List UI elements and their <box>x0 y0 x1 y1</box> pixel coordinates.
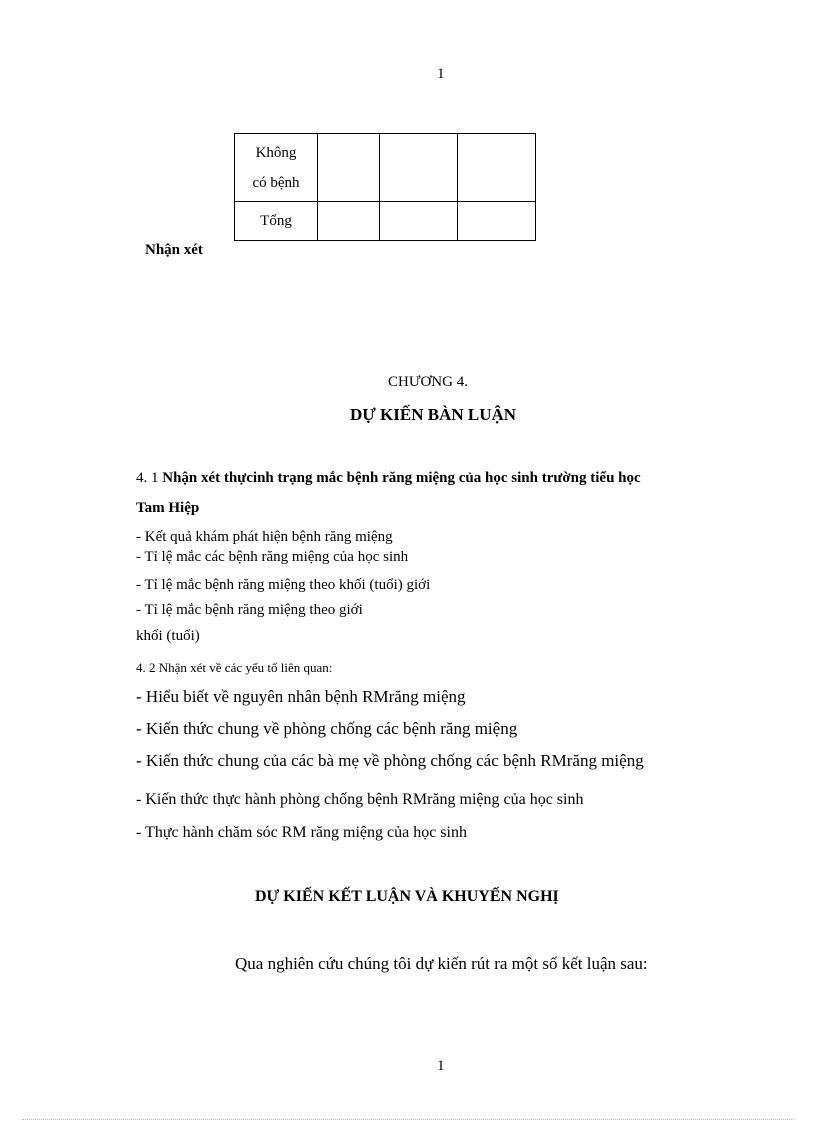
results-table <box>234 133 536 241</box>
list-item: - Kiến thức chung về phòng chống các bệnh răng miệng <box>136 719 518 738</box>
list-item: - Thực hành chăm sóc RM răng miệng của học sinh <box>136 824 467 841</box>
list-item: - Kiến thức chung của các bà mẹ về phòng chống các bệnh RMrăng miệng <box>136 751 644 770</box>
chapter-number: CHƯƠNG 4. <box>388 374 468 390</box>
row-label-line1: Không <box>255 144 297 161</box>
table-cell <box>318 202 380 241</box>
table-row <box>235 134 536 202</box>
nhan-xet-label: Nhận xét <box>145 242 203 258</box>
chapter-title: DỰ KIẾN BÀN LUẬN <box>350 405 517 424</box>
list-item: - Hiểu biết về nguyên nhân bệnh RMrăng miệng <box>136 687 466 706</box>
table-cell <box>380 134 458 202</box>
page-number-top: 1 <box>437 66 445 82</box>
section-4-1-title: Nhận xét thựcinh trạng mắc bệnh răng miệng của học sinh trường tiểu học <box>162 470 641 486</box>
list-item: - Kết quả khám phát hiện bệnh răng miệng <box>136 529 393 545</box>
conclusion-intro: Qua nghiên cứu chúng tôi dự kiến rút ra một số kết luận sau: <box>235 954 648 973</box>
page-number-bottom: 1 <box>437 1058 445 1074</box>
list-item: - Tỉ lệ mắc bệnh răng miệng theo khối (tuổi) giới <box>136 577 431 593</box>
table-cell <box>458 134 536 202</box>
table-cell-total-label: Tổng <box>235 202 318 241</box>
table-row <box>235 202 536 241</box>
list-item: - Tỉ lệ mắc bệnh răng miệng theo giới <box>136 602 363 618</box>
list-item: khối (tuổi) <box>136 628 200 644</box>
table-cell-label <box>235 134 318 202</box>
list-item: - Tỉ lệ mắc các bệnh răng miệng của học sinh <box>136 549 409 565</box>
table-cell <box>380 202 458 241</box>
section-4-1-number: 4. 1 <box>136 470 163 486</box>
table-cell <box>458 202 536 241</box>
row-label-line2: có bệnh <box>252 174 300 191</box>
page-break-divider <box>22 1119 794 1120</box>
section-4-1-title-line2: Tam Hiệp <box>136 500 200 516</box>
conclusion-title: DỰ KIẾN KẾT LUẬN VÀ KHUYẾN NGHỊ <box>255 888 559 905</box>
list-item: - Kiến thức thực hành phòng chống bệnh RMrăng miệng của học sinh <box>136 791 584 808</box>
section-4-1-heading <box>136 469 641 487</box>
section-4-2-title: 4. 2 Nhận xét về các yếu tố liên quan: <box>136 660 333 675</box>
table-cell <box>318 134 380 202</box>
